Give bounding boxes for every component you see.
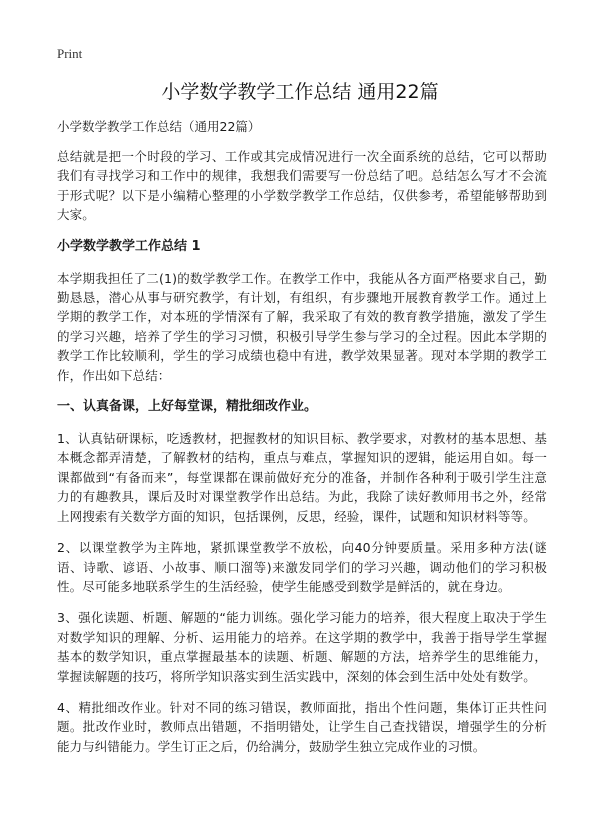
intro-paragraph: 总结就是把一个时段的学习、工作或其完成情况进行一次全面系统的总结，它可以帮助我们有寻找学习和工作中的规律，我想我们需要写一份总结了吧。总结怎么写才不会流于形式呢？以下是小编精心整理的小学数学教学工作总结，仅供参考，希望能够帮助到大家。 (57, 149, 547, 223)
document-subtitle: 小学数学教学工作总结（通用22篇） (57, 119, 261, 134)
list-item: 1、认真钻研课标，吃透教材，把握教材的知识目标、教学要求，对教材的基本思想、基本概念都弄清楚，了解教材的结构，重点与难点，掌握知识的逻辑，能运用自如。每一课都做到“有备而来”，每堂课都在课前做好充分的准备，并制作各种利于吸引学生注意力的有趣教具，课后及时对课堂教学作出总结。为此，我除了读好教师用书之外，经常上网搜索有关数学方面的知识，包括课例，反思，经验，课件，试题和知识材料等等。 (57, 431, 547, 524)
document-body (57, 117, 547, 768)
list-item: 4、精批细改作业。针对不同的练习错误，教师面批，指出个性问题，集体订正共性问题。批改作业时，教师点出错题，不指明错处，让学生自己查找错误，增强学生的分析能力与纠错能力。学生订正之后，仍给满分，鼓励学生独立完成作业的习惯。 (57, 699, 547, 754)
list-item: 2、以课堂教学为主阵地，紧抓课堂教学不放松，向40分钟要质量。采用多种方法(谜语、诗歌、谚语、小故事、顺口溜等)来激发同学们的学习兴趣，调动他们的学习积极性。尽可能多地联系学生的生活经验，使学生能感受到数学是鲜活的，就在身边。 (57, 540, 547, 594)
print-link[interactable]: Print (57, 46, 83, 61)
list-item: 3、强化读题、析题、解题的“能力训练。强化学习能力的培养，很大程度上取决于学生对数学知识的理解、分析、运用能力的培养。在这学期的教学中，我善于指导学生掌握基本的数学知识，重点掌握最基本的读题、析题、解题的方法，培养学生的思维能力，掌握读解题的技巧，将所学知识落实到生活实践中，深刻的体会到生活中处处有数学。 (57, 610, 547, 684)
subsection-heading: 一、认真备课，上好每堂课，精批细改作业。 (57, 399, 318, 415)
section-heading: 小学数学教学工作总结 1 (57, 238, 201, 254)
section-intro-paragraph: 本学期我担任了二(1)的数学教学工作。在教学工作中，我能从各方面严格要求自己，勤勤恳恳，潜心从事与研究教学，有计划，有组织，有步骤地开展教育教学工作。通过上学期的教学工作，对本班的学情深有了解，我采取了有效的教育教学措施，激发了学生的学习兴趣，培养了学生的学习习惯，积极引导学生参与学习的全过程。因此本学期的教学工作比较顺利，学生的学习成绩也稳中有进，教学效果显著。现对本学期的教学工作，作出如下总结： (57, 270, 547, 383)
page-title: 小学数学教学工作总结 通用22篇 (161, 81, 439, 103)
